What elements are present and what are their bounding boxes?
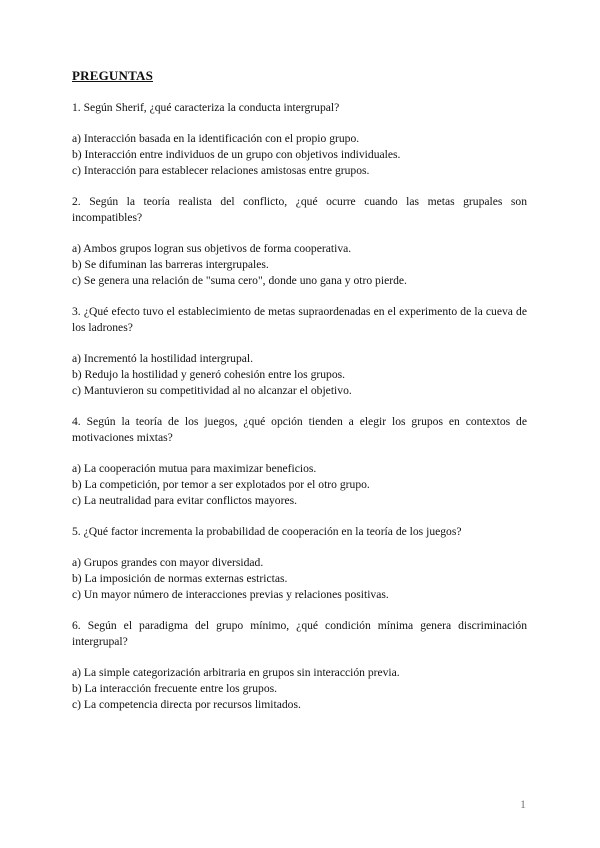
question-text: 5. ¿Qué factor incrementa la probabilidad de cooperación en la teoría de los juegos?: [72, 525, 462, 538]
question-text: 1. Según Sherif, ¿qué caracteriza la conducta intergrupal?: [72, 101, 340, 114]
question-1: [72, 100, 527, 179]
answer-option-c: c) La competencia directa por recursos limitados.: [72, 698, 301, 711]
answer-option-b: b) Redujo la hostilidad y generó cohesión entre los grupos.: [72, 368, 346, 381]
answer-option-c: c) Un mayor número de interacciones previas y relaciones positivas.: [72, 588, 389, 601]
question-text: 6. Según el paradigma del grupo mínimo, ¿qué condición mínima genera discriminación intergrupal?: [72, 619, 527, 648]
answer-option-a: a) La simple categorización arbitraria en grupos sin interacción previa.: [72, 666, 400, 679]
answer-option-c: c) Interacción para establecer relaciones amistosas entre grupos.: [72, 164, 370, 177]
question-2: [72, 194, 527, 289]
answer-option-a: a) Incrementó la hostilidad intergrupal.: [72, 352, 254, 365]
question-4: [72, 414, 527, 509]
page-heading: PREGUNTAS: [72, 68, 154, 83]
answer-option-c: c) La neutralidad para evitar conflictos mayores.: [72, 494, 298, 507]
answer-option-a: a) Ambos grupos logran sus objetivos de forma cooperativa.: [72, 242, 352, 255]
answer-option-a: a) Interacción basada en la identificación con el propio grupo.: [72, 132, 360, 145]
answer-option-b: b) Se difuminan las barreras intergrupales.: [72, 258, 269, 271]
question-text: 3. ¿Qué efecto tuvo el establecimiento de metas supraordenadas en el experimento de la cueva de los ladrones?: [72, 305, 527, 334]
question-text: 4. Según la teoría de los juegos, ¿qué opción tienden a elegir los grupos en contextos de motivaciones mixtas?: [72, 415, 527, 444]
question-3: [72, 304, 527, 399]
answer-option-c: c) Se genera una relación de "suma cero", donde uno gana y otro pierde.: [72, 274, 407, 287]
answer-option-b: b) Interacción entre individuos de un grupo con objetivos individuales.: [72, 148, 401, 161]
page-number: 1: [520, 797, 526, 811]
document-page: [72, 66, 527, 728]
question-5: [72, 524, 527, 603]
answer-option-b: b) La competición, por temor a ser explotados por el otro grupo.: [72, 478, 370, 491]
answer-option-a: a) La cooperación mutua para maximizar beneficios.: [72, 462, 317, 475]
question-6: [72, 618, 527, 713]
answer-option-c: c) Mantuvieron su competitividad al no alcanzar el objetivo.: [72, 384, 352, 397]
question-text: 2. Según la teoría realista del conflicto, ¿qué ocurre cuando las metas grupales son incompatibles?: [72, 195, 527, 224]
answer-option-a: a) Grupos grandes con mayor diversidad.: [72, 556, 264, 569]
answer-option-b: b) La imposición de normas externas estrictas.: [72, 572, 288, 585]
answer-option-b: b) La interacción frecuente entre los grupos.: [72, 682, 278, 695]
